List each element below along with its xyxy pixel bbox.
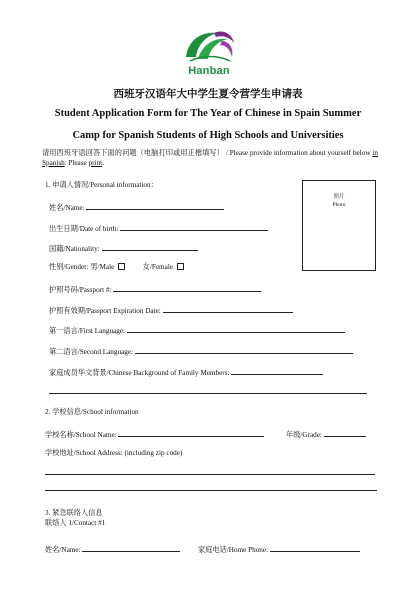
first-language-label: 第一语言/First Language: [49, 327, 126, 335]
gender-female-checkbox[interactable] [177, 263, 184, 270]
hanban-logo-icon [178, 27, 240, 67]
nationality-row [49, 242, 198, 254]
family-background-line-2[interactable] [49, 393, 367, 394]
photo-label-en: Photo [332, 202, 346, 208]
instructions-text-3: . [102, 159, 104, 167]
family-background-row [49, 366, 323, 378]
second-language-field[interactable] [135, 345, 353, 354]
contact-name-row [45, 543, 180, 555]
passport-label: 护照号码/Passport #: [49, 286, 112, 294]
instructions-text-2: . Please [64, 159, 89, 167]
grade-label: 年级/Grade: [286, 431, 322, 439]
section3-heading: 3. 紧急联络人信息 [45, 509, 103, 517]
gender-female-label: 女/Female [142, 263, 174, 271]
contact-1-label: 联络人 1/Contact #1 [45, 519, 106, 527]
passport-row [49, 283, 261, 295]
title-english-line2: Camp for Spanish Students of High Schools and Universities [72, 130, 344, 141]
home-phone-label: 家庭电话/Home Phone: [198, 546, 269, 554]
instructions-text-1: 请用西班牙语回答下面的问题（电脑打印或用正楷填写） / Please provide information about yourself below [42, 149, 373, 157]
family-background-label: 家庭成员华文背景/Chinese Background of Family Members: [49, 369, 230, 377]
nationality-field[interactable] [102, 242, 198, 251]
passport-exp-label: 护照有效期/Passport Expiration Date: [49, 307, 161, 315]
home-phone-row [198, 543, 360, 555]
gender-male-label: 男/Male [90, 263, 115, 271]
photo-label-zh: 照片 [333, 194, 345, 200]
gender-row [49, 262, 186, 272]
passport-exp-row [49, 304, 293, 316]
hanban-logo [178, 27, 240, 79]
title-english-line1: Student Application Form for The Year of Chinese in Spain Summer [54, 108, 362, 119]
passport-exp-field[interactable] [163, 304, 293, 313]
name-row [49, 201, 224, 213]
contact-name-label: 姓名/Name: [45, 546, 81, 554]
second-language-row [49, 345, 353, 357]
second-language-label: 第二语言/Second Language: [49, 348, 134, 356]
grade-row [286, 428, 366, 440]
passport-field[interactable] [113, 283, 261, 292]
title-chinese: 西班牙汉语年大中学生夏令营学生申请表 [113, 89, 303, 100]
instructions-underlined-1: in Spanish [42, 149, 378, 167]
logo-text: Hanban [188, 65, 230, 77]
gender-male-checkbox[interactable] [118, 263, 125, 270]
home-phone-field[interactable] [270, 543, 360, 552]
section2-heading: 2. 学校信息/School information [45, 408, 139, 416]
gender-label: 性别/Gender: [49, 263, 89, 271]
instructions-underlined-2: print [88, 159, 103, 167]
dob-label: 出生日期/Date of birth: [49, 225, 119, 233]
grade-field[interactable] [324, 428, 366, 437]
school-address-line-2[interactable] [45, 490, 377, 491]
first-language-field[interactable] [127, 324, 345, 333]
family-background-field[interactable] [231, 366, 323, 375]
school-name-field[interactable] [118, 428, 264, 437]
name-label: 姓名/Name: [49, 204, 85, 212]
instructions [42, 148, 378, 168]
photo-box[interactable] [302, 180, 376, 271]
first-language-row [49, 324, 345, 336]
school-address-line-1[interactable] [45, 474, 375, 475]
dob-field[interactable] [120, 222, 268, 231]
school-name-row [45, 428, 264, 440]
contact-name-field[interactable] [82, 543, 180, 552]
school-address-label: 学校地址/School Address: (including zip code) [45, 449, 183, 457]
section1-heading: 1. 申请人情况/Personal information： [45, 181, 158, 189]
school-name-label: 学校名称/School Name: [45, 431, 117, 439]
dob-row [49, 222, 268, 234]
name-field[interactable] [86, 201, 224, 210]
nationality-label: 国籍/Nationality: [49, 245, 100, 253]
